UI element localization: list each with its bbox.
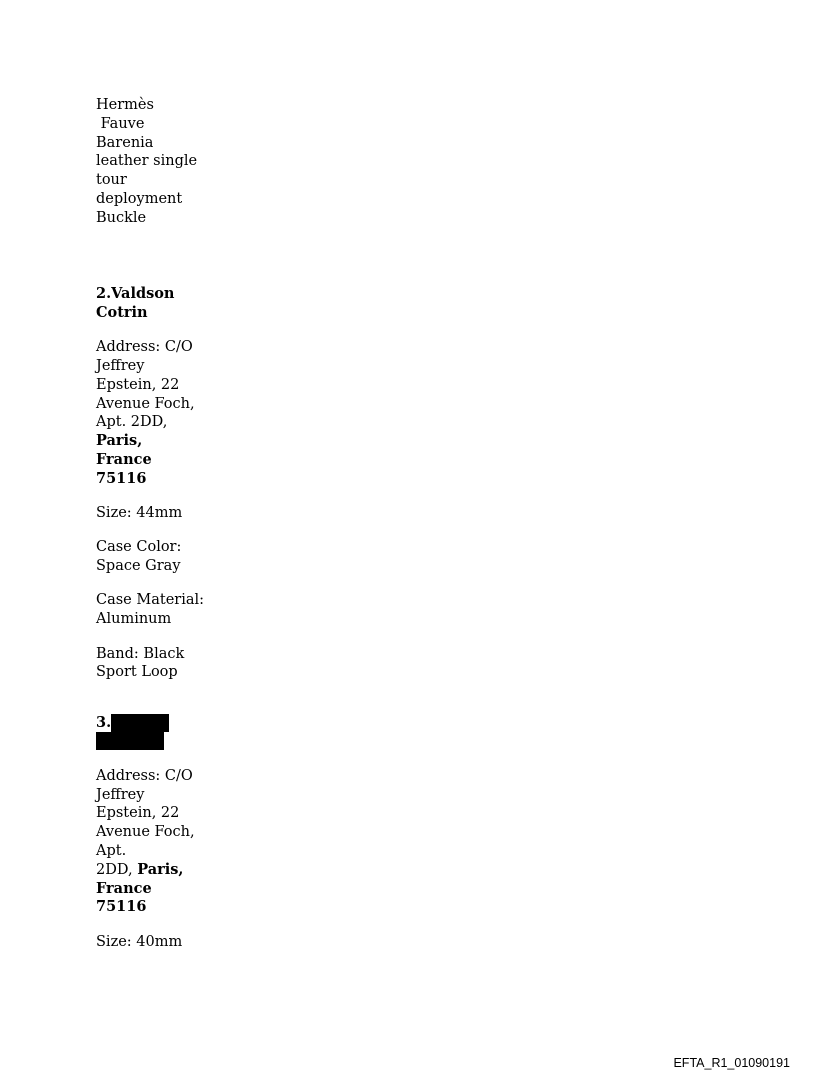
address-unit: 2DD, [96, 861, 138, 878]
item-2-band [96, 645, 206, 683]
address-city: Paris, [137, 860, 184, 878]
item-2-heading-line: 2.Valdson [96, 285, 175, 303]
address-postcode-line: 75116 [96, 469, 147, 487]
item-1-line: Hermès [96, 97, 154, 113]
address-line: Apt. 2DD, [96, 414, 168, 431]
address-line: Avenue Foch, [96, 824, 195, 841]
address-line: Apt. [96, 842, 127, 859]
address-line: Address: C/O [96, 339, 193, 356]
item-1-line: deployment [96, 190, 183, 207]
redaction-box [96, 732, 164, 750]
item-3-heading [96, 714, 206, 752]
case-material-line: Case Material: [96, 592, 205, 609]
item-1-line: Fauve [96, 115, 145, 132]
case-material-line: Aluminum [96, 611, 172, 628]
item-3-heading-prefix: 3. [96, 713, 112, 731]
item-1-description [96, 96, 206, 228]
item-2-case-color [96, 538, 206, 576]
address-line: Epstein, 22 [96, 376, 180, 393]
address-line: Jeffrey [96, 786, 145, 803]
item-1-line: leather single [96, 153, 198, 170]
document-body [96, 96, 206, 967]
item-3-address [96, 767, 206, 917]
item-2-address [96, 338, 206, 488]
address-line: Epstein, 22 [96, 805, 180, 822]
redaction-box [111, 714, 169, 732]
item-2-case-material [96, 591, 206, 629]
band-line: Band: Black [96, 645, 185, 662]
address-line: Avenue Foch, [96, 395, 195, 412]
address-line: Jeffrey [96, 357, 145, 374]
address-postcode-line: 75116 [96, 898, 147, 916]
item-1-line: Barenia [96, 134, 154, 151]
band-line: Sport Loop [96, 664, 178, 681]
item-3-size [96, 933, 206, 952]
size-value: Size: 40mm [96, 933, 183, 950]
address-country-line: France [96, 879, 152, 897]
address-country-line: France [96, 450, 152, 468]
item-1-line: tour [96, 172, 127, 189]
item-2-heading [96, 285, 206, 323]
item-1-line: Buckle [96, 209, 147, 226]
document-id-footer: EFTA_R1_01090191 [673, 1056, 790, 1070]
address-mixed-line [96, 861, 206, 880]
case-color-line: Space Gray [96, 558, 181, 575]
item-2-size [96, 504, 206, 523]
item-2-heading-line: Cotrin [96, 303, 148, 321]
address-city-line: Paris, [96, 432, 143, 450]
case-color-line: Case Color: [96, 539, 182, 556]
size-value: Size: 44mm [96, 505, 183, 522]
address-line: Address: C/O [96, 767, 193, 784]
